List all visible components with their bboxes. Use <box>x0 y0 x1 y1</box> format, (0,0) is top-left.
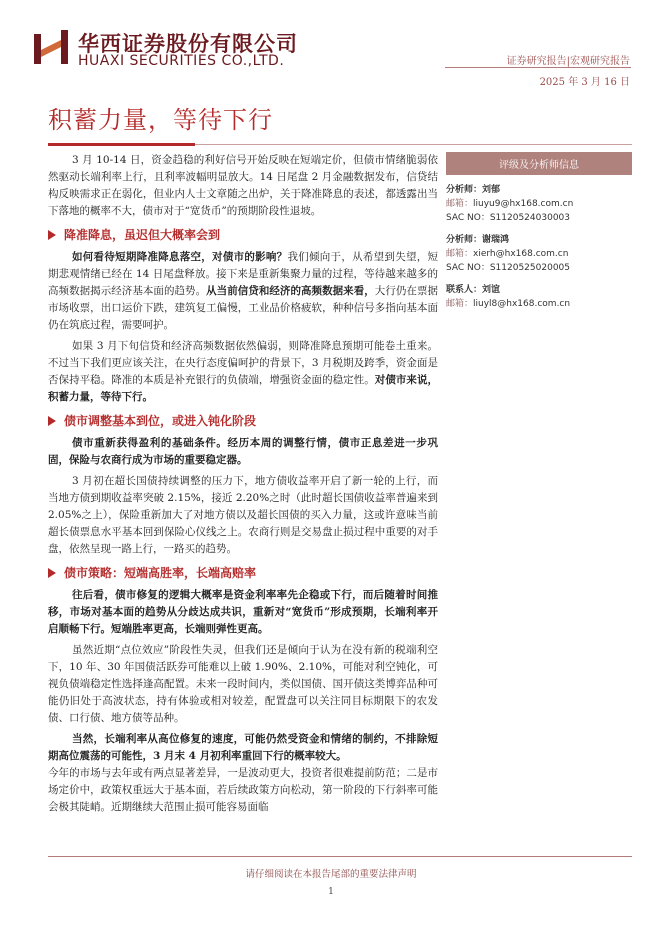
bold-lead: 债市重新获得盈利的基础条件。经历本周的调整行情，债市正息差进一步巩固，保险与农商行成为市场的重要稳定器。 <box>48 437 438 466</box>
analyst-card <box>446 183 632 225</box>
contact-email[interactable] <box>446 297 632 311</box>
legal-notice: 请仔细阅读在本报告尾部的重要法律声明 <box>245 869 417 880</box>
email-address[interactable]: liuyu9@hx168.com.cn <box>473 199 574 209</box>
huaxi-logo-icon <box>34 30 68 64</box>
section-triangle-icon <box>48 568 56 578</box>
text: 今年的市场与去年或有两点显著差异，一是波动更大，投资者很难提前防范；二是市场定价中，政策权重远大于基本面，若后续政策方向松动，第一阶段的下行斜率可能会极其陡峭。近期继续大范围止损可能容易面临 <box>48 767 438 813</box>
section-title: 债市调整基本到位，或进入钝化阶段 <box>64 414 257 428</box>
paragraph: 3 月初在超长国债持续调整的压力下，地方债收益率开启了新一轮的上行，而当地方债到期收益率突破 2.15%，接近 2.20%之时（此时超长国债收益率普遍来到 2.05%之上），保险重新加大了对地方债以及超长国债的买入力量，这或许意味当前超长债票息水平基本回到保险心仪线之上。农商行则是交易盘止损过程中重要的对手盘，依然呈现一路上行，一路买的趋势。 <box>48 475 438 555</box>
paragraph <box>48 435 438 469</box>
bold-lead: 从当前信贷和经济的高频数据来看， <box>206 285 375 297</box>
header-divider <box>445 67 631 68</box>
page-number: 1 <box>328 887 334 897</box>
email-label: 邮箱： <box>446 299 474 309</box>
sidebar-header: 评级及分析师信息 <box>446 152 632 175</box>
report-header <box>0 0 662 100</box>
email-label: 邮箱： <box>446 249 474 259</box>
report-date: 2025 年 3 月 16 日 <box>539 77 630 88</box>
paragraph <box>48 338 438 406</box>
section-triangle-icon <box>48 230 56 240</box>
section-title: 降准降息，虽迟但大概率会到 <box>64 228 221 242</box>
email-label: 邮箱： <box>446 199 474 209</box>
analyst-sac-number: SAC NO：S1120525020005 <box>446 263 570 273</box>
report-type: 证券研究报告|宏观研究报告 <box>506 56 630 67</box>
report-title: 积蓄力量，等待下行 <box>48 106 273 134</box>
company-name-cn: 华西证券股份有限公司 <box>78 32 298 56</box>
section-heading-3 <box>48 564 438 581</box>
text: 如果 3 月下旬信贷和经济高频数据依然偏弱，则降准降息预期可能卷土重来。不过当下我们更应该关注，在央行态度偏呵护的背景下，3 月税期及跨季，资金面是否保持平稳。降准的本质是补充银行的负债端，增强资金面的稳定性。 <box>48 340 438 386</box>
footer-divider <box>48 856 632 857</box>
contact-name: 联系人：刘谊 <box>446 285 501 295</box>
analyst-sac-number: SAC NO：S1120524030003 <box>446 213 570 223</box>
text: 我们倾向于，从希望到失望，短期悲观情绪已经在 14 日尾盘释放。接下来是重新集聚力量的过程，等待越来越多的高频数据揭示经济基本面的趋势。 <box>48 251 439 297</box>
email-address[interactable]: liuyl8@hx168.com.cn <box>473 299 571 309</box>
analyst-name: 分析师：刘郁 <box>446 185 501 195</box>
section-title: 债市策略：短端高胜率，长端高赔率 <box>64 566 257 580</box>
analyst-card <box>446 233 632 275</box>
paragraph-intro: 3 月 10-14 日，资金趋稳的利好信号开始反映在短端定价，但债市情绪脆弱依然驱动长端利率上行，且利率波幅明显放大。14 日尾盘 2 月金融数据发布，信贷结构反映需求正在弱化，但业内人士文章随之出炉，关于降准降息的表述，都透露出当下落地的概率不大，债市对于“宽货币”的预期阶段性退坡。 <box>48 154 438 217</box>
analyst-email[interactable] <box>446 197 632 211</box>
contact-card <box>446 283 632 311</box>
bold-lead: 如何看待短期降准降息落空，对债市的影响？ <box>72 251 288 263</box>
title-accent-bar <box>48 143 195 146</box>
report-body <box>48 152 438 820</box>
section-triangle-icon <box>48 416 56 426</box>
section-heading-1 <box>48 226 438 243</box>
bold-conclusion: 对债市来说，积蓄力量，等待下行。 <box>48 374 439 403</box>
analyst-sidebar <box>446 152 632 311</box>
paragraph <box>48 731 438 816</box>
analyst-email[interactable] <box>446 247 632 261</box>
bold-lead: 往后看，债市修复的逻辑大概率是资金利率率先企稳或下行，而后随着时间推移，市场对基本面的趋势从分歧达成共识，重新对“宽货币”形成预期，长端利率开启顺畅下行。短端胜率更高，长端则弹性更高。 <box>48 589 438 635</box>
section-heading-2 <box>48 412 438 429</box>
text: 大行仍在票据市场收票，出口运价下跌，建筑复工偏慢，工业品价格疲软，种种信号多指向基本面仍在筑底过程，需要呵护。 <box>48 285 439 331</box>
paragraph <box>48 249 438 334</box>
title-rule <box>195 144 632 145</box>
paragraph <box>48 587 438 638</box>
paragraph: 虽然近期“点位效应”阶段性失灵，但我们还是倾向于认为在没有新的税端利空下，10 年、30 年国债活跃券可能难以上破 1.90%、2.10%，可能对利空钝化，可视负债端稳定性选择逢高配置。未来一段时间内，类似国债、国开债这类博弈品种可能仍旧处于高波状态，持有体验或相对较差，配置盘可以关注同目标期限下的农发债、口行债、地方债等品种。 <box>48 644 438 724</box>
company-name-en: HUAXI SECURITIES CO.,LTD. <box>78 53 285 69</box>
analyst-name: 分析师：谢瑞鸿 <box>446 235 510 245</box>
email-address[interactable]: xierh@hx168.com.cn <box>473 249 569 259</box>
bold-lead: 当然，长端利率从高位修复的速度，可能仍然受资金和情绪的制约，不排除短期高位震荡的可能性，3 月末 4 月初利率重回下行的概率较大。 <box>48 733 438 762</box>
